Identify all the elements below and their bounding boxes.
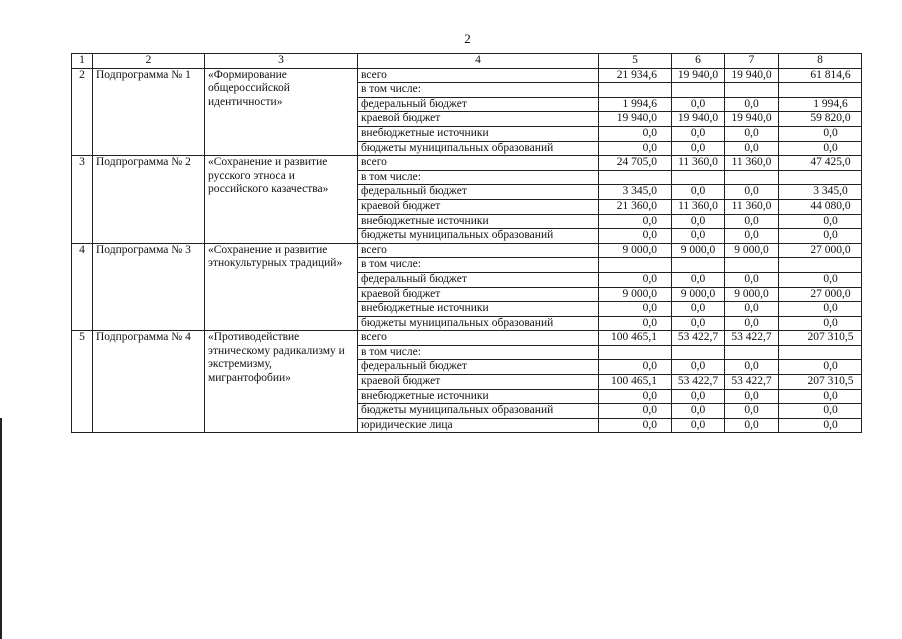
subprogram-title-cell: «Противодействие этническому радикализму и экстремизму, мигрантофобии» — [205, 331, 358, 433]
amount-cell-col6: 11 360,0 — [672, 156, 725, 171]
amount-cell-col8: 0,0 — [779, 141, 862, 156]
amount-cell-col6: 0,0 — [672, 97, 725, 112]
amount-cell-col8: 0,0 — [779, 360, 862, 375]
amount-cell-col6: 0,0 — [672, 214, 725, 229]
table-row — [72, 243, 862, 258]
funding-source-cell: краевой бюджет — [358, 199, 599, 214]
funding-source-cell: бюджеты муниципальных образований — [358, 404, 599, 419]
amount-cell-col6 — [672, 345, 725, 360]
amount-cell-col6: 0,0 — [672, 185, 725, 200]
amount-cell-col7: 0,0 — [725, 418, 779, 433]
amount-cell-col7: 19 940,0 — [725, 112, 779, 127]
funding-source-cell: всего — [358, 331, 599, 346]
amount-cell-col6: 0,0 — [672, 389, 725, 404]
amount-cell-col5: 0,0 — [599, 229, 672, 244]
amount-cell-col8: 47 425,0 — [779, 156, 862, 171]
subprogram-title-cell: «Сохранение и развитие русского этноса и российского казачества» — [205, 156, 358, 244]
page-number: 2 — [464, 31, 471, 46]
amount-cell-col6: 19 940,0 — [672, 112, 725, 127]
amount-cell-col6: 9 000,0 — [672, 287, 725, 302]
table-row — [72, 68, 862, 83]
funding-source-cell: федеральный бюджет — [358, 272, 599, 287]
amount-cell-col8: 0,0 — [779, 418, 862, 433]
row-number-cell: 2 — [72, 68, 93, 156]
header-cell: 3 — [205, 54, 358, 69]
funding-source-cell: в том числе: — [358, 345, 599, 360]
header-cell: 7 — [725, 54, 779, 69]
funding-source-cell: внебюджетные источники — [358, 389, 599, 404]
amount-cell-col8: 0,0 — [779, 316, 862, 331]
table-header-row — [72, 54, 862, 69]
amount-cell-col5: 100 465,1 — [599, 375, 672, 390]
amount-cell-col6: 0,0 — [672, 418, 725, 433]
amount-cell-col5: 0,0 — [599, 418, 672, 433]
amount-cell-col6: 19 940,0 — [672, 68, 725, 83]
amount-cell-col7: 0,0 — [725, 404, 779, 419]
funding-source-cell: юридические лица — [358, 418, 599, 433]
amount-cell-col8: 44 080,0 — [779, 199, 862, 214]
amount-cell-col5: 0,0 — [599, 272, 672, 287]
subprogram-name-cell: Подпрограмма № 3 — [93, 243, 205, 331]
amount-cell-col6: 0,0 — [672, 141, 725, 156]
amount-cell-col5: 9 000,0 — [599, 243, 672, 258]
amount-cell-col6: 0,0 — [672, 272, 725, 287]
amount-cell-col5: 21 934,6 — [599, 68, 672, 83]
amount-cell-col5: 9 000,0 — [599, 287, 672, 302]
amount-cell-col6: 53 422,7 — [672, 331, 725, 346]
amount-cell-col7: 0,0 — [725, 141, 779, 156]
amount-cell-col5: 1 994,6 — [599, 97, 672, 112]
funding-source-cell: федеральный бюджет — [358, 97, 599, 112]
amount-cell-col5: 24 705,0 — [599, 156, 672, 171]
amount-cell-col7: 9 000,0 — [725, 287, 779, 302]
amount-cell-col5: 0,0 — [599, 141, 672, 156]
funding-source-cell: всего — [358, 156, 599, 171]
amount-cell-col6: 0,0 — [672, 229, 725, 244]
amount-cell-col7 — [725, 258, 779, 273]
row-number-cell: 3 — [72, 156, 93, 244]
amount-cell-col5: 100 465,1 — [599, 331, 672, 346]
amount-cell-col8: 59 820,0 — [779, 112, 862, 127]
amount-cell-col7: 53 422,7 — [725, 375, 779, 390]
funding-source-cell: краевой бюджет — [358, 375, 599, 390]
amount-cell-col6: 0,0 — [672, 360, 725, 375]
amount-cell-col8 — [779, 170, 862, 185]
table-body — [72, 54, 862, 433]
amount-cell-col6: 0,0 — [672, 316, 725, 331]
subprogram-name-cell: Подпрограмма № 4 — [93, 331, 205, 433]
amount-cell-col8: 0,0 — [779, 389, 862, 404]
subprogram-title-cell: «Сохранение и развитие этнокультурных традиций» — [205, 243, 358, 331]
subprogram-name-cell: Подпрограмма № 1 — [93, 68, 205, 156]
funding-source-cell: бюджеты муниципальных образований — [358, 229, 599, 244]
amount-cell-col7 — [725, 345, 779, 360]
amount-cell-col6: 9 000,0 — [672, 243, 725, 258]
amount-cell-col7 — [725, 83, 779, 98]
amount-cell-col6: 11 360,0 — [672, 199, 725, 214]
funding-source-cell: федеральный бюджет — [358, 185, 599, 200]
amount-cell-col7: 0,0 — [725, 316, 779, 331]
header-cell: 8 — [779, 54, 862, 69]
amount-cell-col7: 0,0 — [725, 389, 779, 404]
amount-cell-col7: 0,0 — [725, 185, 779, 200]
funding-source-cell: в том числе: — [358, 170, 599, 185]
funding-source-cell: краевой бюджет — [358, 112, 599, 127]
amount-cell-col5 — [599, 258, 672, 273]
amount-cell-col5: 0,0 — [599, 214, 672, 229]
funding-source-cell: бюджеты муниципальных образований — [358, 316, 599, 331]
amount-cell-col5: 3 345,0 — [599, 185, 672, 200]
amount-cell-col5: 19 940,0 — [599, 112, 672, 127]
amount-cell-col5: 0,0 — [599, 126, 672, 141]
amount-cell-col8: 27 000,0 — [779, 287, 862, 302]
amount-cell-col5 — [599, 345, 672, 360]
amount-cell-col7: 0,0 — [725, 229, 779, 244]
amount-cell-col7: 0,0 — [725, 272, 779, 287]
header-cell: 5 — [599, 54, 672, 69]
row-number-cell: 4 — [72, 243, 93, 331]
amount-cell-col5: 0,0 — [599, 389, 672, 404]
amount-cell-col8: 207 310,5 — [779, 375, 862, 390]
amount-cell-col8: 0,0 — [779, 126, 862, 141]
amount-cell-col7: 0,0 — [725, 97, 779, 112]
amount-cell-col8: 0,0 — [779, 404, 862, 419]
table-row — [72, 156, 862, 171]
amount-cell-col7: 19 940,0 — [725, 68, 779, 83]
amount-cell-col5: 0,0 — [599, 302, 672, 317]
header-cell: 1 — [72, 54, 93, 69]
amount-cell-col5: 21 360,0 — [599, 199, 672, 214]
header-cell: 6 — [672, 54, 725, 69]
amount-cell-col8: 207 310,5 — [779, 331, 862, 346]
amount-cell-col6 — [672, 258, 725, 273]
amount-cell-col7 — [725, 170, 779, 185]
amount-cell-col7: 0,0 — [725, 302, 779, 317]
amount-cell-col8: 0,0 — [779, 214, 862, 229]
funding-source-cell: всего — [358, 243, 599, 258]
amount-cell-col7: 11 360,0 — [725, 156, 779, 171]
amount-cell-col8 — [779, 345, 862, 360]
funding-source-cell: внебюджетные источники — [358, 214, 599, 229]
amount-cell-col8: 0,0 — [779, 302, 862, 317]
subprogram-title-cell: «Формирование общероссийской идентичности» — [205, 68, 358, 156]
amount-cell-col6: 0,0 — [672, 302, 725, 317]
funding-table — [71, 53, 862, 433]
amount-cell-col8 — [779, 83, 862, 98]
amount-cell-col7: 11 360,0 — [725, 199, 779, 214]
amount-cell-col6: 53 422,7 — [672, 375, 725, 390]
amount-cell-col7: 0,0 — [725, 360, 779, 375]
amount-cell-col8: 3 345,0 — [779, 185, 862, 200]
amount-cell-col6: 0,0 — [672, 126, 725, 141]
amount-cell-col8: 0,0 — [779, 229, 862, 244]
amount-cell-col6 — [672, 170, 725, 185]
funding-source-cell: краевой бюджет — [358, 287, 599, 302]
subprogram-name-cell: Подпрограмма № 2 — [93, 156, 205, 244]
amount-cell-col5 — [599, 170, 672, 185]
amount-cell-col7: 53 422,7 — [725, 331, 779, 346]
funding-source-cell: бюджеты муниципальных образований — [358, 141, 599, 156]
amount-cell-col5: 0,0 — [599, 316, 672, 331]
amount-cell-col7: 9 000,0 — [725, 243, 779, 258]
amount-cell-col8 — [779, 258, 862, 273]
funding-source-cell: всего — [358, 68, 599, 83]
funding-source-cell: в том числе: — [358, 83, 599, 98]
amount-cell-col8: 0,0 — [779, 272, 862, 287]
amount-cell-col7: 0,0 — [725, 214, 779, 229]
amount-cell-col8: 1 994,6 — [779, 97, 862, 112]
amount-cell-col5 — [599, 83, 672, 98]
amount-cell-col8: 27 000,0 — [779, 243, 862, 258]
funding-source-cell: федеральный бюджет — [358, 360, 599, 375]
amount-cell-col8: 61 814,6 — [779, 68, 862, 83]
header-cell: 2 — [93, 54, 205, 69]
amount-cell-col5: 0,0 — [599, 404, 672, 419]
table-row — [72, 331, 862, 346]
amount-cell-col6 — [672, 83, 725, 98]
amount-cell-col6: 0,0 — [672, 404, 725, 419]
row-number-cell: 5 — [72, 331, 93, 433]
funding-source-cell: внебюджетные источники — [358, 126, 599, 141]
funding-source-cell: в том числе: — [358, 258, 599, 273]
header-cell: 4 — [358, 54, 599, 69]
amount-cell-col7: 0,0 — [725, 126, 779, 141]
scan-edge-line — [0, 418, 2, 639]
amount-cell-col5: 0,0 — [599, 360, 672, 375]
funding-source-cell: внебюджетные источники — [358, 302, 599, 317]
